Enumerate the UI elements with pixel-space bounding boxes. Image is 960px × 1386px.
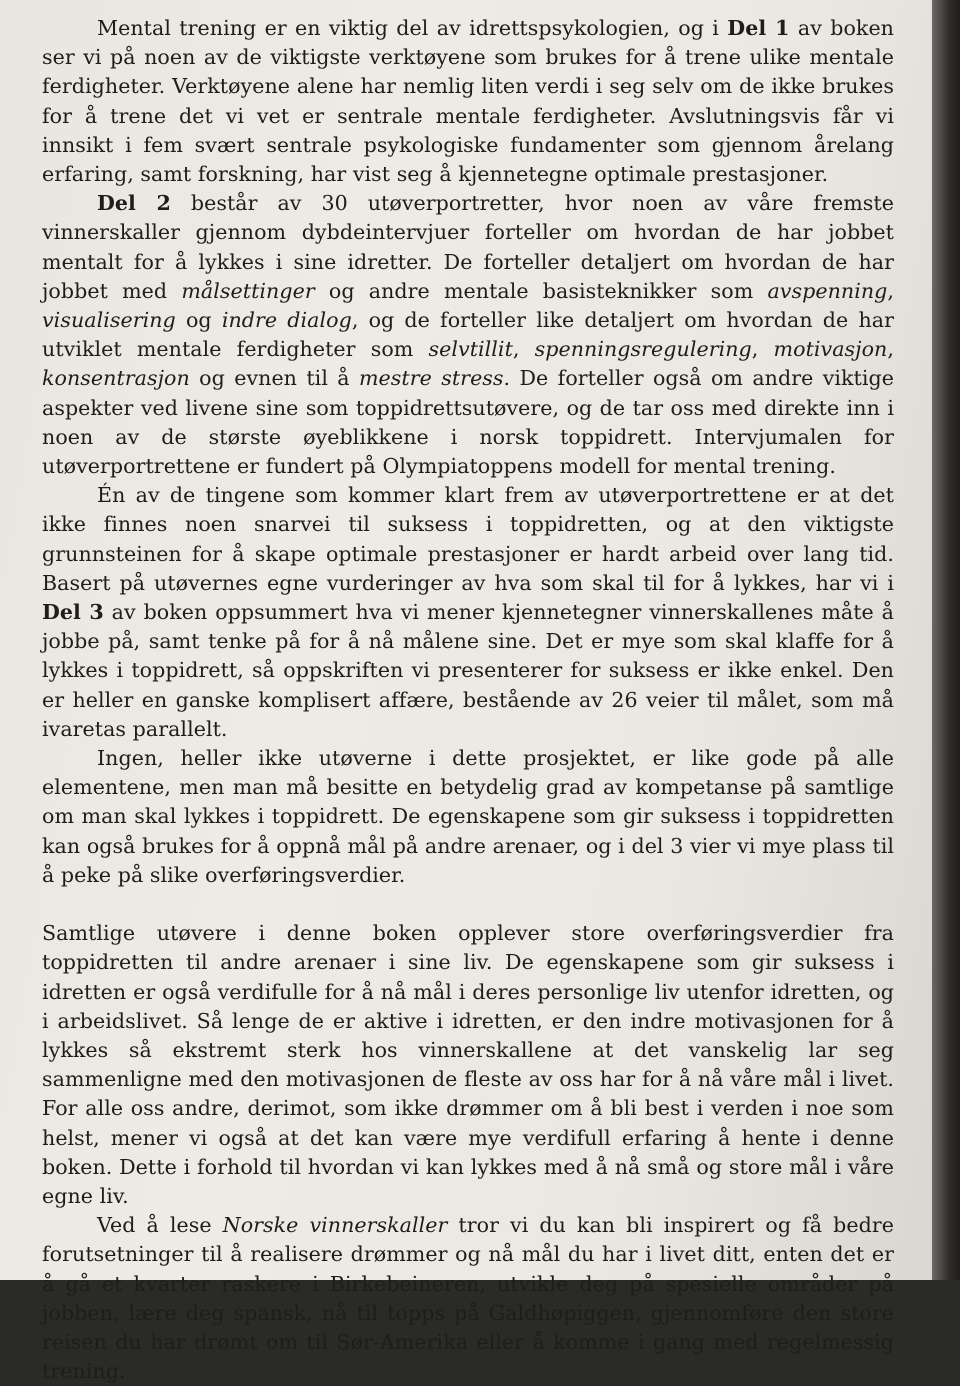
text-run: . De forteller også om andre viktige aspekter ved livene sine som toppidrettsutøvere, og de tar oss med direkte inn i noen av de største øyeblikkene i norsk toppidrett. Intervjumalen for utøverportrettene er fundert på Olympiatoppens modell for mental trening. xyxy=(42,366,894,479)
text-run: av boken oppsummert hva vi mener kjennetegner vinnerskallenes måte å jobbe på, samt tenke på for å nå målene sine. Det er mye som skal klaffe for å lykkes i toppidrett, så oppskriften vi presenterer for suksess er ikke enkel. Den er heller en ganske komplisert affære, bestående av 26 veier til målet, som må ivaretas parallelt. xyxy=(42,600,894,741)
body-text xyxy=(42,14,894,1386)
bold-text: Del 2 xyxy=(97,191,171,216)
text-run: og evnen til å xyxy=(189,366,359,391)
italic-text: selvtillit xyxy=(428,337,513,362)
text-run: , xyxy=(751,337,774,362)
text-run: tror vi du kan bli inspirert og få bedre forutsetninger til å realisere drømmer og nå mål du har i livet ditt, enten det er å gå et kvarter raskere i Birkebeineren, utvikle deg på spesielle områder på jobben, lære deg spansk, nå til topps på Galdhøpiggen, gjennomføre den store reisen du har drømt om til Sør-Amerika eller å komme i gang med regelmessig trening. xyxy=(42,1213,894,1384)
text-run: , xyxy=(887,278,895,303)
italic-text: Norske vinnerskaller xyxy=(222,1213,448,1238)
text-run: og xyxy=(175,308,222,333)
text-run: består av 30 utøverportretter, hvor noen av våre fremste vinnerskaller gjennom dybdeintervjuer forteller om hvordan de har jobbet mentalt for å lykkes i sine idretter. De forteller detaljert om hvordan de har jobbet med xyxy=(42,191,894,303)
text-run: av boken ser vi på noen av de viktigste verktøyene som brukes for å trene ulike mentale ferdigheter. Verktøyene alene har nemlig liten verdi i seg selv om de ikke brukes for å trene det vi vet er sentrale mentale ferdigheter. Avslutningsvis får vi innsikt i fem svært sentrale psykologiske fundamenter som gjennom årelang erfaring, samt forskning, har vist seg å kjennetegne optimale prestasjoner. xyxy=(42,16,894,187)
italic-text: konsentrasjon xyxy=(42,366,190,391)
italic-text: motivasjon xyxy=(773,337,888,362)
paragraph xyxy=(42,744,894,890)
paragraph xyxy=(42,189,894,481)
italic-text: visualisering xyxy=(42,308,176,333)
text-run: Én av de tingene som kommer klart frem av utøverportrettene er at det ikke finnes noen snarvei til suksess i toppidretten, og at den viktigste grunnsteinen for å skape optimale prestasjoner er hardt arbeid over lang tid. Basert på utøvernes egne vurderinger av hva som skal til for å lykkes, har vi i xyxy=(42,483,894,595)
text-run: , xyxy=(512,337,535,362)
italic-text: avspenning xyxy=(767,278,888,303)
bold-text: Del 3 xyxy=(42,600,104,625)
text-run: og andre mentale basisteknikker som xyxy=(314,278,768,303)
italic-text: spenningsregulering xyxy=(534,337,752,362)
text-run: , xyxy=(887,337,894,362)
paragraph xyxy=(42,14,894,189)
paragraph xyxy=(42,481,894,744)
text-run: Ingen, heller ikke utøverne i dette prosjektet, er like gode på alle elementene, men man må besitte en betydelig grad av kompetanse på samtlige om man skal lykkes i toppidrett. De egenskapene som gir suksess i toppidretten kan også brukes for å oppnå mål på andre arenaer, og i del 3 vier vi mye plass til å peke på slike overføringsverdier. xyxy=(42,746,894,887)
italic-text: målsettinger xyxy=(181,278,315,303)
paragraph xyxy=(42,1211,894,1386)
page-edge-shadow xyxy=(932,0,960,1280)
paragraph xyxy=(42,919,894,1211)
bold-text: Del 1 xyxy=(727,16,790,40)
text-run: , og de forteller like detaljert om hvordan de har utviklet mentale ferdigheter som xyxy=(42,308,894,362)
text-run: Samtlige utøvere i denne boken opplever store overføringsverdier fra toppidretten til andre arenaer i sine liv. De egenskapene som gir suksess i idretten er også verdifulle for å nå mål i deres personlige liv utenfor idretten, og i arbeidslivet. Så lenge de er aktive i idretten, er den indre motivasjonen for å lykkes så ekstremt sterk hos vinnerskallene at det vanskelig lar seg sammenligne med den motivasjonen de fleste av oss har for å nå våre mål i livet. For alle oss andre, derimot, som ikke drømmer om å bli best i verden i noe som helst, mener vi også at det kan være mye verdifull erfaring å hente i denne boken. Dette i forhold til hvordan vi kan lykkes med å nå små og store mål i våre egne liv. xyxy=(42,921,894,1208)
italic-text: indre dialog xyxy=(221,308,352,333)
text-run: Ved å lese xyxy=(97,1213,223,1238)
italic-text: mestre stress xyxy=(358,366,504,391)
text-run: Mental trening er en viktig del av idrettspsykologien, og i xyxy=(97,16,728,40)
section-break xyxy=(42,890,894,919)
